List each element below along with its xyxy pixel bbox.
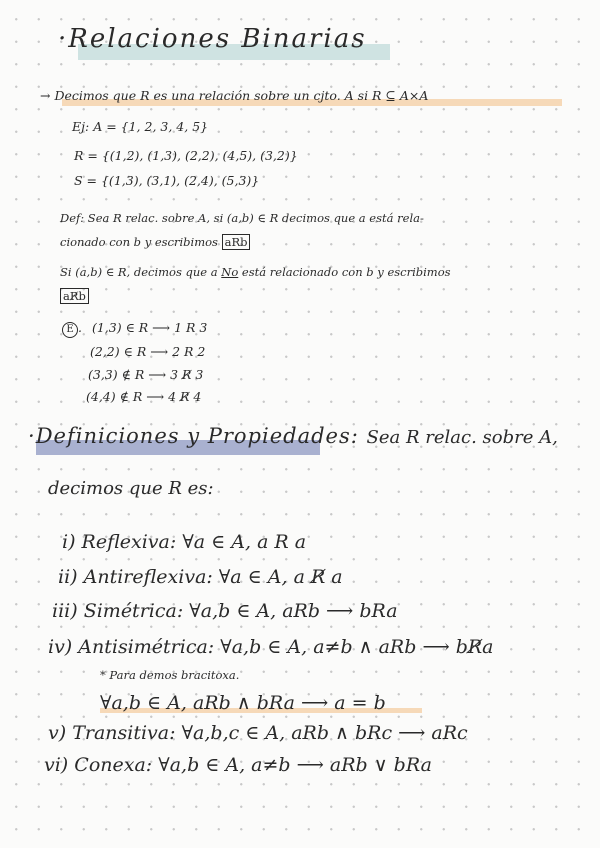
property-transitiva [48,722,468,744]
section-intro-2: decimos que R es: [48,478,214,499]
page-title: ·Relaciones Binarias [58,24,367,54]
set-a: A = {1, 2, 3, 4, 5} [93,119,209,134]
intro-text: Decimos que R es una relación sobre un cjto. A si R ⊆ A×A [54,88,429,103]
example-set-a [72,119,208,134]
example-rel-r: R = {(1,2), (1,3), (2,2), (4,5), (3,2)} [74,148,298,163]
property-conexa [44,754,432,776]
section-heading [28,424,558,448]
example2-line-3: (3,3) ∉ R ⟶ 3 R̸ 3 [88,367,204,382]
property-antireflexiva [58,566,343,588]
property-num: v) [48,722,67,744]
example-marker-icon: E [62,322,78,338]
negation-notation-line [60,289,89,303]
property-simetrica [52,600,398,622]
example-label: Ej: [72,119,90,134]
property-num: iv) [48,636,73,658]
example2-line-1: E . (1,3) ∈ R ⟶ 1 R 3 [62,320,207,338]
intro-line [40,88,428,103]
property-name: Conexa: [74,754,153,776]
negation-underline: No [221,265,239,279]
property-name: Simétrica: [83,600,184,622]
property-antisimetrica [48,636,494,658]
example-rel-s: S = {(1,3), (3,1), (2,4), (5,3)} [74,173,260,188]
section-title: Definiciones y Propiedades: [35,424,359,448]
definition-line-1: Def: Sea R relac. sobre A, si (a,b) ∈ R decimos que a está rela- [60,211,424,225]
property-name: Transitiva: [72,722,176,744]
property-name: Reflexiva: [81,531,177,553]
property-num: iii) [52,600,78,622]
property-num: ii) [58,566,78,588]
negation-line: Si (a,b) ∈ R, decimos que a No está relacionado con b y escribimos [60,265,451,279]
property-formula: ∀a ∈ A, a R a [182,531,307,553]
property-name: Antireflexiva: [83,566,213,588]
property-reflexiva [62,531,306,553]
note-text: * Para demos bracitoxa. [100,668,240,682]
notation-arb: aRb [222,234,251,250]
example2-line-2: (2,2) ∈ R ⟶ 2 R 2 [90,344,206,359]
definition-line-2: cionado con b y escribimos aRb [60,235,250,249]
section-intro: Sea R relac. sobre A, [366,427,558,448]
property-formula: ∀a,b,c ∈ A, aRb ∧ bRc ⟶ aRc [181,722,468,744]
notation-a-not-r-b: aR̸b [60,288,89,304]
property-formula: ∀a ∈ A, a R̸ a [218,566,343,588]
property-num: vi) [44,754,69,776]
arrow-icon: → [40,88,51,103]
title-bullet: · [58,24,69,54]
property-num: i) [62,531,76,553]
property-formula: ∀a,b ∈ A, a≠b ∧ aRb ⟶ bR̸a [220,636,494,658]
note-formula: ∀a,b ∈ A, aRb ∧ bRa ⟶ a = b [100,692,386,714]
property-formula: ∀a,b ∈ A, aRb ⟶ bRa [189,600,398,622]
property-name: Antisimétrica: [78,636,215,658]
property-formula: ∀a,b ∈ A, a≠b ⟶ aRb ∨ bRa [158,754,432,776]
section-bullet: · [28,424,36,448]
example2-line-4: (4,4) ∉ R ⟶ 4 R̸ 4 [86,389,202,404]
